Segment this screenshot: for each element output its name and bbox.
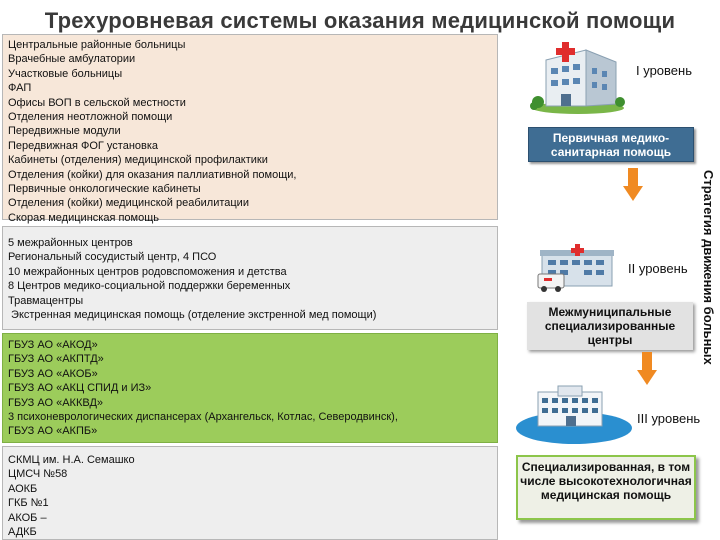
level1-facilities-list — [2, 34, 498, 224]
list-item: 8 Центров медико-социальной поддержки беременных — [8, 280, 291, 293]
hospital-ambulance-icon — [536, 244, 628, 294]
level3-box: Специализированная, в том числе высокотехнологичная медицинская помощь — [516, 455, 696, 520]
list-item: Первичные онкологические кабинеты — [8, 183, 201, 196]
level2-box: Межмуниципальные специализированные центры — [527, 302, 693, 350]
list-item: ГБУЗ АО «АККВД» — [8, 396, 104, 409]
list-item: Экстренная медицинская помощь (отделение экстренной мед помощи) — [8, 309, 377, 322]
list-item: Кабинеты (отделения) медицинской профилактики — [8, 154, 268, 167]
list-item: АОКБ — [8, 482, 38, 495]
list-item: Центральные районные больницы — [8, 39, 186, 51]
level1-box: Первичная медико-санитарная помощь — [528, 127, 694, 162]
side-label-text: Стратегия движения больных — [701, 170, 716, 365]
list-item: ГБУЗ АО «АКПБ» — [8, 425, 98, 438]
level3-hospitals-list — [2, 446, 498, 540]
list-item: СКМЦ им. Н.А. Семашко — [8, 454, 135, 466]
list-item: 3 психоневрологических диспансерах (Архангельск, Котлас, Северодвинск), — [8, 411, 398, 424]
list-item: Отделения неотложной помощи — [8, 111, 173, 124]
list-item: ГБУЗ АО «АКОД» — [8, 339, 98, 351]
list-item: АДКБ — [8, 526, 37, 539]
list-item: Травмацентры — [8, 294, 84, 307]
list-item: Врачебные амбулатории — [8, 53, 136, 66]
list-item: ГБУЗ АО «АКПТД» — [8, 353, 104, 366]
clinic-building-icon — [528, 40, 628, 114]
list-item: Отделения (койки) для оказания паллиативной помощи, — [8, 168, 297, 181]
list-item: 5 межрайонных центров — [8, 237, 133, 249]
level1-label: I уровень — [636, 63, 692, 78]
hospital-complex-icon — [514, 384, 636, 446]
list-item: Передвижная ФОГ установка — [8, 139, 159, 152]
list-item: ГБУЗ АО «АКОБ» — [8, 367, 98, 380]
level2-facilities-list — [2, 226, 498, 330]
arrow-down-icon — [623, 168, 643, 202]
level2-label: II уровень — [628, 261, 688, 276]
list-item: Передвижные модули — [8, 125, 121, 138]
arrow-down-icon — [637, 352, 657, 386]
list-item: ГБУЗ АО «АКЦ СПИД и ИЗ» — [8, 382, 152, 395]
list-item: ЦМСЧ №58 — [8, 468, 68, 481]
patient-strategy-vertical-label — [696, 168, 718, 378]
page-title: Трехуровневая системы оказания медицинской помощи — [44, 8, 676, 33]
level3-label: III уровень — [637, 411, 701, 426]
list-item: АКОБ – — [8, 511, 47, 524]
list-item: Офисы ВОП в сельской местности — [8, 96, 186, 109]
list-item: ФАП — [8, 82, 32, 95]
list-item: Скорая медицинская помощь — [8, 211, 159, 224]
list-item: ГКБ №1 — [8, 497, 49, 510]
list-item: Отделения (койки) медицинской реабилитации — [8, 197, 249, 210]
level3-regional-list — [2, 333, 498, 443]
list-item: Региональный сосудистый центр, 4 ПСО — [8, 251, 217, 264]
list-item: Участковые больницы — [8, 67, 123, 80]
list-item: 10 межрайонных центров родовспоможения и детства — [8, 265, 287, 278]
